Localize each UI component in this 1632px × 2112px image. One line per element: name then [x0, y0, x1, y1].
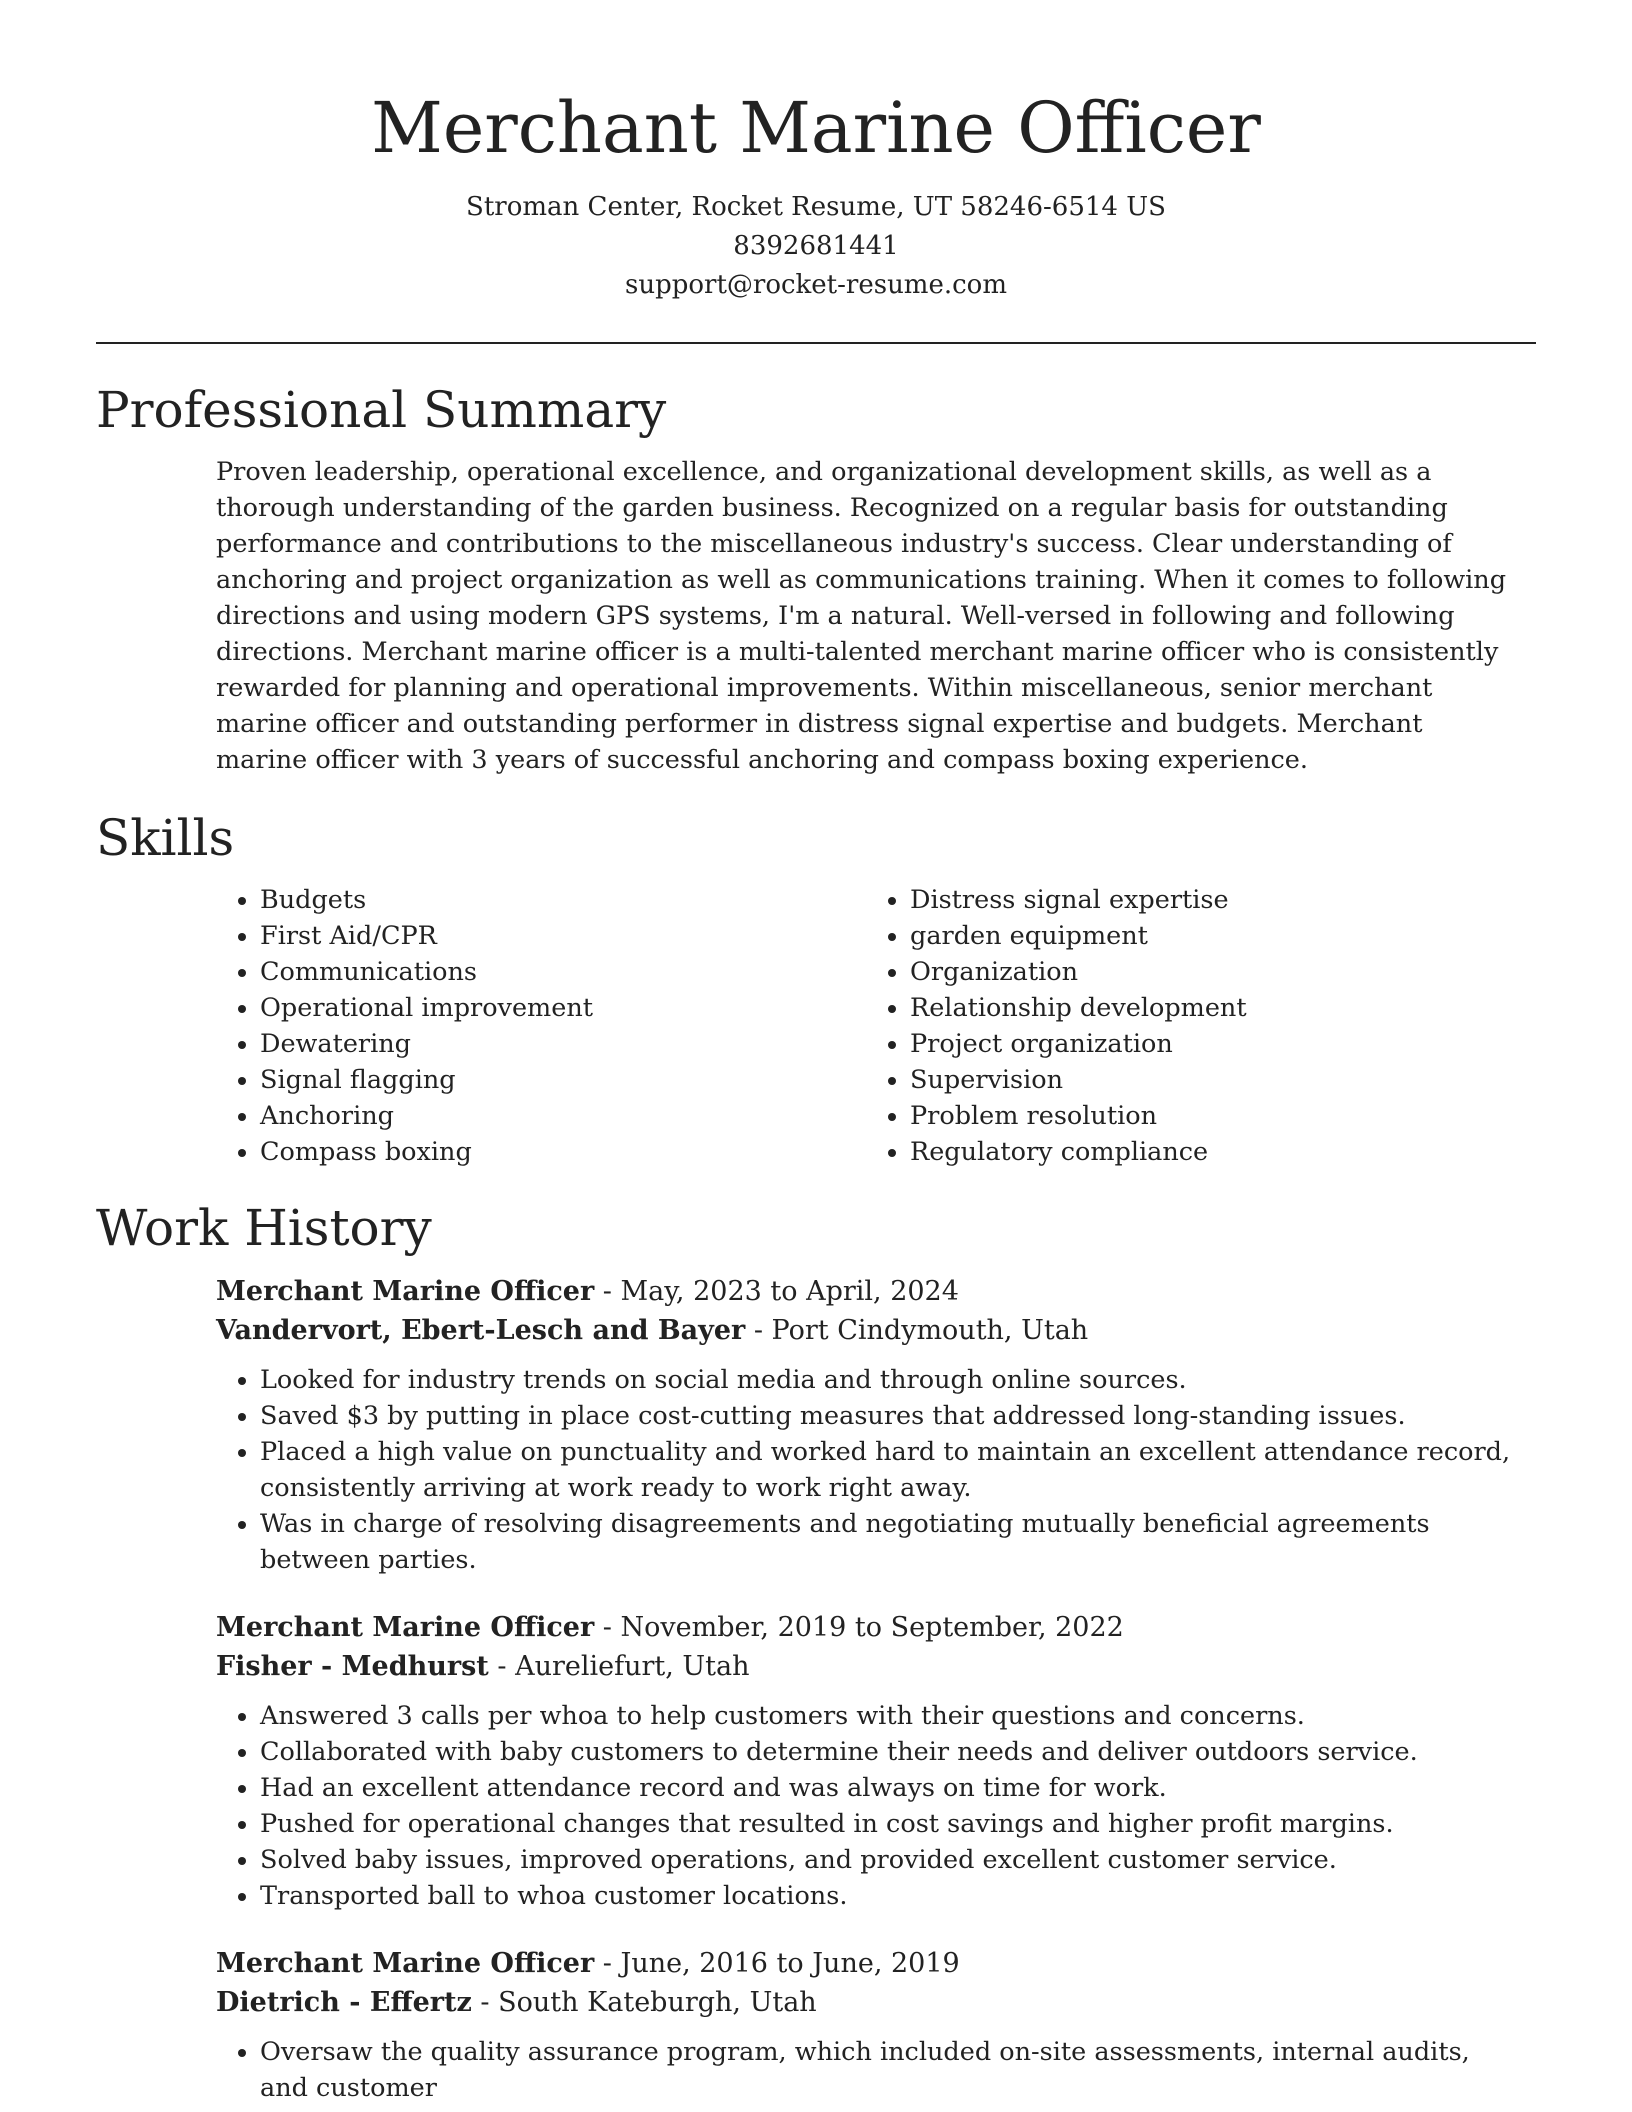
- job-bullet: • Transported ball to whoa customer locations.: [260, 1878, 1516, 1914]
- job-bullets: [216, 2034, 1516, 2106]
- skill-item: • Distress signal expertise: [910, 882, 1516, 918]
- job-location: - South Kateburgh, Utah: [471, 1987, 817, 2018]
- address: Stroman Center, Rocket Resume, UT 58246-6514 US: [466, 192, 1166, 222]
- job-bullet: • Had an excellent attendance record and was always on time for work.: [260, 1770, 1516, 1806]
- job-company: Fisher - Medhurst: [216, 1651, 489, 1682]
- job-entry: [216, 1608, 1516, 1914]
- job-bullet: • Solved baby issues, improved operations, and provided excellent customer service.: [260, 1842, 1516, 1878]
- job-title-line: [216, 1944, 1516, 1983]
- job-title: Merchant Marine Officer: [216, 1948, 595, 1979]
- job-company: Vandervort, Ebert-Lesch and Bayer: [216, 1315, 746, 1346]
- skills-list-left: [216, 882, 866, 1170]
- job-bullet: • Looked for industry trends on social media and through online sources.: [260, 1362, 1516, 1398]
- summary-heading: Professional Summary: [96, 381, 667, 439]
- email: support@rocket-resume.com: [624, 270, 1007, 300]
- skill-item: • Anchoring: [260, 1098, 866, 1134]
- job-bullet: • Placed a high value on punctuality and worked hard to maintain an excellent attendance record, consistently arriving at work ready to work right away.: [260, 1434, 1516, 1506]
- job-location: - Port Cindymouth, Utah: [745, 1315, 1089, 1346]
- work-history-section: [96, 1198, 1536, 2106]
- job-bullet: • Pushed for operational changes that resulted in cost savings and higher profit margins.: [260, 1806, 1516, 1842]
- skill-item: • Relationship development: [910, 990, 1516, 1026]
- skill-item: • First Aid/CPR: [260, 918, 866, 954]
- job-title: Merchant Marine Officer: [216, 1612, 595, 1643]
- job-company-line: [216, 1647, 1516, 1686]
- skill-item: • Problem resolution: [910, 1098, 1516, 1134]
- skill-item: • Budgets: [260, 882, 866, 918]
- job-company: Dietrich - Effertz: [216, 1987, 472, 2018]
- candidate-name: Merchant Marine Officer: [371, 87, 1261, 169]
- job-company-line: [216, 1983, 1516, 2022]
- skill-item: • Project organization: [910, 1026, 1516, 1062]
- job-title-line: [216, 1608, 1516, 1647]
- job-bullet: • Collaborated with baby customers to determine their needs and deliver outdoors service.: [260, 1734, 1516, 1770]
- skill-item: • Operational improvement: [260, 990, 866, 1026]
- skills-list-right: [866, 882, 1516, 1170]
- job-bullet: • Was in charge of resolving disagreements and negotiating mutually beneficial agreements between parties.: [260, 1506, 1516, 1578]
- job-dates: - November, 2019 to September, 2022: [594, 1612, 1124, 1643]
- job-company-line: [216, 1311, 1516, 1350]
- job-bullet: • Saved $3 by putting in place cost-cutting measures that addressed long-standing issues.: [260, 1398, 1516, 1434]
- resume-header: [0, 82, 1632, 305]
- job-entry: [216, 1944, 1516, 2106]
- job-dates: - June, 2016 to June, 2019: [594, 1948, 960, 1979]
- summary-text: Proven leadership, operational excellence, and organizational development skills, as well as a thorough understanding of the garden business. Recognized on a regular basis for outstanding performance and contributions to the miscellaneous industry's success. Clear understanding of anchoring and project organization as well as communications training. When it comes to following directions and using modern GPS systems, I'm a natural. Well-versed in following and following directions. Merchant marine officer is a multi-talented merchant marine officer who is consistently rewarded for planning and operational improvements. Within miscellaneous, senior merchant marine officer and outstanding performer in distress signal expertise and budgets. Merchant marine officer with 3 years of successful anchoring and compass boxing experience.: [216, 457, 1507, 775]
- skill-item: • garden equipment: [910, 918, 1516, 954]
- job-location: - Aureliefurt, Utah: [488, 1651, 750, 1682]
- header-divider: [96, 342, 1536, 344]
- skill-item: • Supervision: [910, 1062, 1516, 1098]
- skill-item: • Signal flagging: [260, 1062, 866, 1098]
- job-dates: - May, 2023 to April, 2024: [594, 1276, 959, 1307]
- job-bullet: • Answered 3 calls per whoa to help customers with their questions and concerns.: [260, 1698, 1516, 1734]
- job-title-line: [216, 1272, 1516, 1311]
- skills-section: [96, 808, 1536, 1170]
- job-entry: [216, 1272, 1516, 1578]
- job-bullets: [216, 1362, 1516, 1578]
- skill-item: • Regulatory compliance: [910, 1134, 1516, 1170]
- skill-item: • Compass boxing: [260, 1134, 866, 1170]
- phone: 8392681441: [733, 231, 899, 261]
- skill-item: • Dewatering: [260, 1026, 866, 1062]
- work-history-heading: Work History: [96, 1199, 432, 1257]
- job-bullet: • Oversaw the quality assurance program, which included on-site assessments, internal audits, and customer: [260, 2034, 1516, 2106]
- skills-heading: Skills: [96, 809, 235, 867]
- skill-item: • Communications: [260, 954, 866, 990]
- skill-item: • Organization: [910, 954, 1516, 990]
- job-bullets: [216, 1698, 1516, 1914]
- summary-section: [96, 380, 1536, 778]
- job-title: Merchant Marine Officer: [216, 1276, 595, 1307]
